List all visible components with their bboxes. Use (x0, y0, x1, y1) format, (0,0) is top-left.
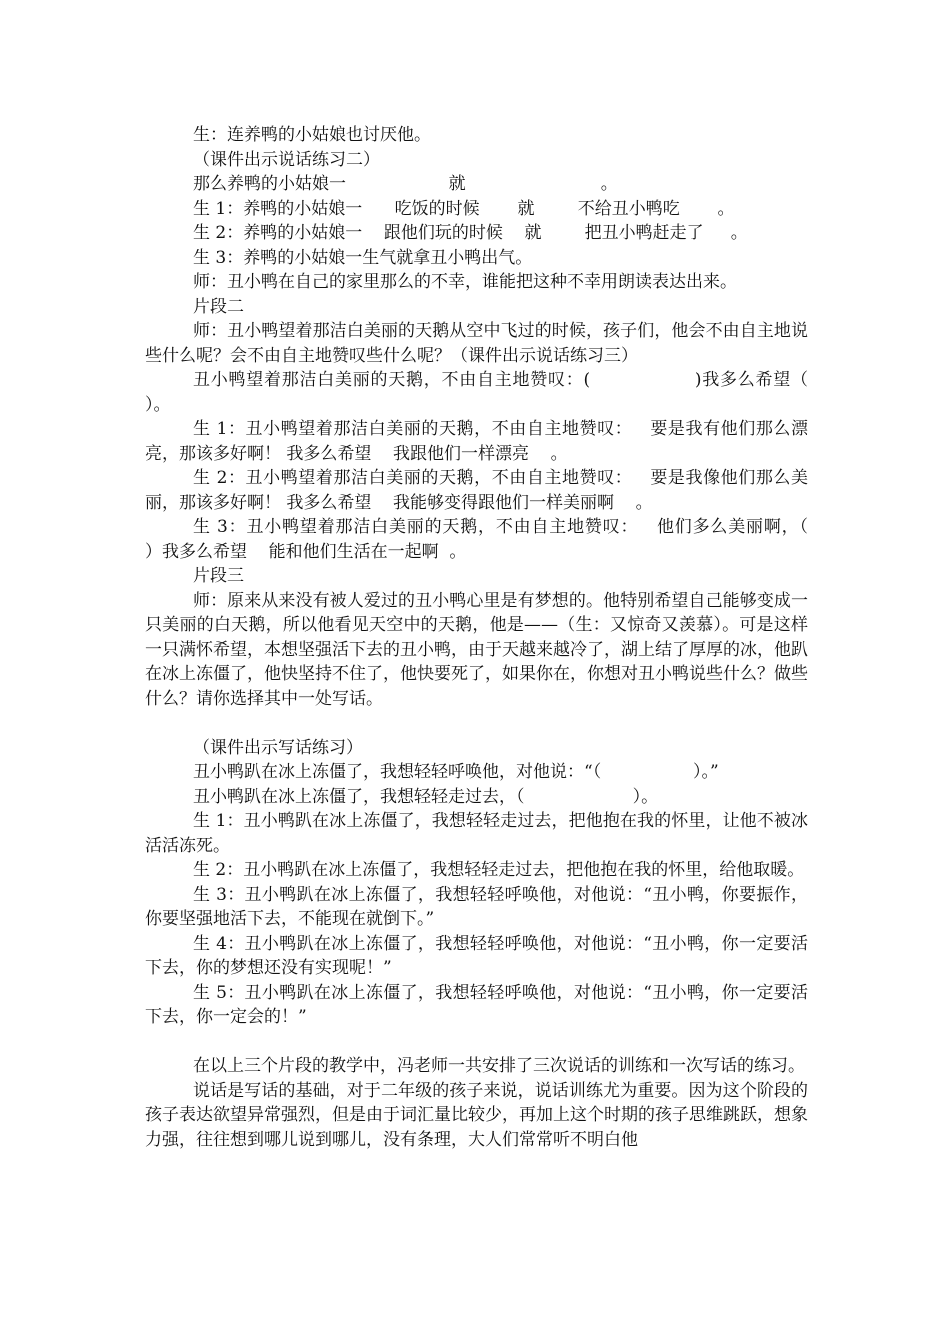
summary-paragraph-2: 说话是写话的基础，对于二年级的孩子来说，说话训练尤为重要。因为这个阶段的孩子表达欲望异常强烈，但是由于词汇量比较少，再加上这个时期的孩子思维跳跃，想象力强，往往想到哪儿说到哪儿，没有条理，大人们常常听不明白他 (145, 1080, 808, 1150)
writing-prompt-2: 丑小鸭趴在冰上冻僵了，我想轻轻走过去，（ ）。 (193, 786, 659, 807)
student-answer-2-1: 生 1：丑小鸭望着那洁白美丽的天鹅，不由自主地赞叹： 要是我有他们那么漂亮，那该多好啊！ 我多么希望 我跟他们一样漂亮 。 (145, 419, 808, 464)
student-answer-2-3: 生 3：丑小鸭望着那洁白美丽的天鹅，不由自主地赞叹： 他们多么美丽啊，（ ）我多么希望 能和他们生活在一起啊 。 (145, 517, 911, 562)
courseware-note-2: （课件出示说话练习二） (193, 149, 380, 170)
student-answer-1: 生 1：养鸭的小姑娘一 吃饭的时候 就 不给丑小鸭吃 。 (193, 198, 735, 219)
writing-answer-1: 生 1：丑小鸭趴在冰上冻僵了，我想轻轻走过去，把他抱在我的怀里，让他不被冰活活冻死。 (145, 811, 808, 856)
document-page (145, 123, 917, 1152)
speaking-prompt-2: 那么养鸭的小姑娘一 就 。 (193, 174, 618, 194)
blank-line (145, 1030, 808, 1055)
student-answer-3: 生 3：养鸭的小姑娘一生气就拿丑小鸭出气。 (193, 247, 533, 268)
writing-answer-5: 生 5：丑小鸭趴在冰上冻僵了，我想轻轻呼唤他，对他说：“丑小鸭，你一定要活下去，你一定会的！” (145, 982, 808, 1027)
writing-prompt-1: 丑小鸭趴在冰上冻僵了，我想轻轻呼唤他，对他说：“（ ）。” (193, 762, 719, 782)
speaking-prompt-3: 丑小鸭望着那洁白美丽的天鹅，不由自主地赞叹：( )我多么希望（ ）。 (145, 370, 917, 415)
section-heading-2: 片段二 (193, 296, 244, 317)
writing-answer-2: 生 2：丑小鸭趴在冰上冻僵了，我想轻轻走过去，把他抱在我的怀里，给他取暖。 (193, 860, 805, 880)
blank-line (145, 711, 808, 736)
student-line: 生：连养鸭的小姑娘也讨厌他。 (193, 125, 431, 145)
student-answer-2: 生 2：养鸭的小姑娘一 跟他们玩的时候 就 把丑小鸭赶走了 。 (193, 223, 748, 243)
teacher-paragraph-2: 师：丑小鸭望着那洁白美丽的天鹅从空中飞过的时候，孩子们，他会不由自主地说些什么呢？会不由自主地赞叹些什么呢？（课件出示说话练习三） (145, 321, 808, 366)
courseware-note-writing: （课件出示写话练习） (193, 737, 363, 758)
teacher-paragraph-3: 师：原来从来没有被人爱过的丑小鸭心里是有梦想的。他特别希望自己能够变成一只美丽的白天鹅，所以他看见天空中的天鹅，他是——（生：又惊奇又羡慕）。可是这样一只满怀希望，本想坚强活下去的丑小鸭，由于天越来越冷了，湖上结了厚厚的冰，他趴在冰上冻僵了，他快坚持不住了，他快要死了，如果你在，你想对丑小鸭说些什么？做些什么？请你选择其中一处写话。 (145, 590, 808, 709)
teacher-line: 师：丑小鸭在自己的家里那么的不幸，谁能把这种不幸用朗读表达出来。 (193, 272, 737, 292)
summary-paragraph-1: 在以上三个片段的教学中，冯老师一共安排了三次说话的训练和一次写话的练习。 (193, 1056, 805, 1076)
section-heading-3: 片段三 (193, 566, 244, 586)
student-answer-2-2: 生 2：丑小鸭望着那洁白美丽的天鹅，不由自主地赞叹： 要是我像他们那么美丽，那该多好啊！ 我多么希望 我能够变得跟他们一样美丽啊 。 (145, 468, 808, 513)
writing-answer-4: 生 4：丑小鸭趴在冰上冻僵了，我想轻轻呼唤他，对他说：“丑小鸭，你一定要活下去，你的梦想还没有实现呢！” (145, 933, 808, 978)
writing-answer-3: 生 3：丑小鸭趴在冰上冻僵了，我想轻轻呼唤他，对他说：“丑小鸭，你要振作，你要坚强地活下去，不能现在就倒下。” (145, 884, 808, 929)
